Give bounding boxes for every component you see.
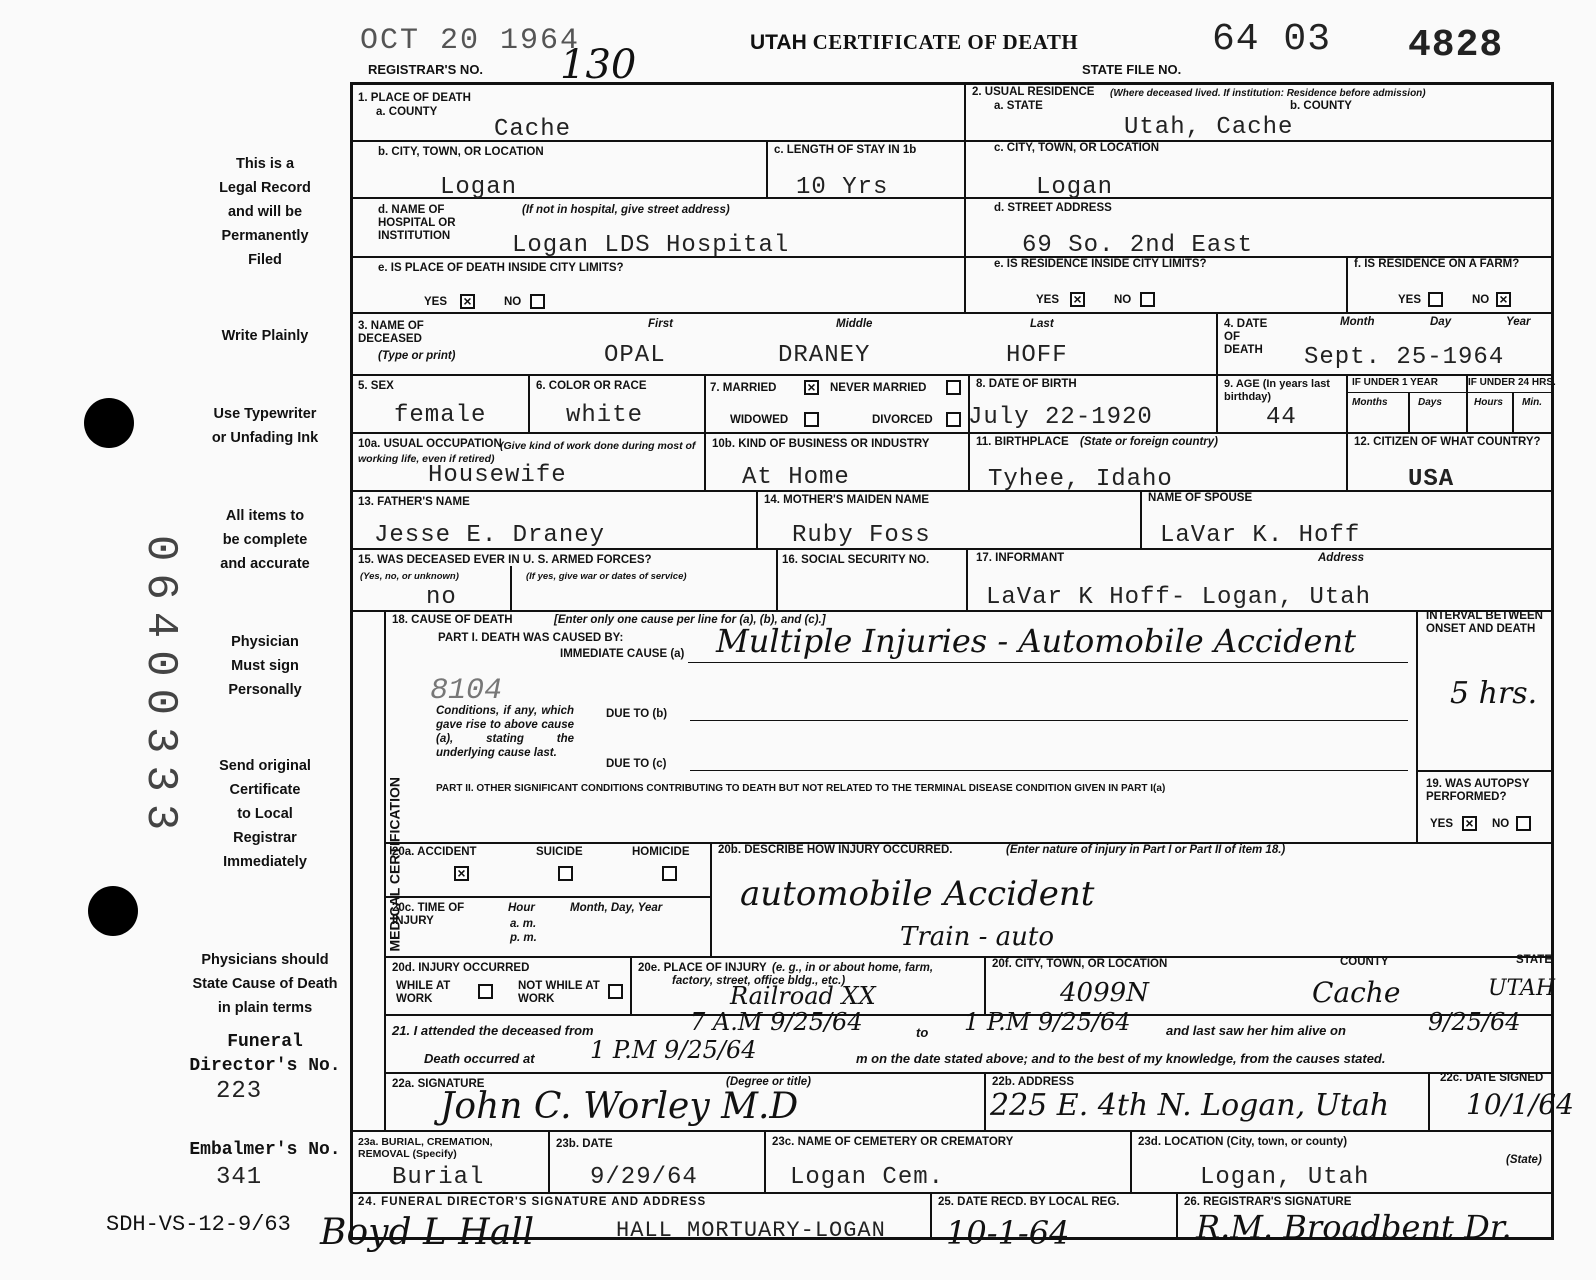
informant-value: LaVar K Hoff- Logan, Utah [986, 584, 1372, 611]
residence-state-label: a. STATE [994, 100, 1043, 112]
date-received-value: 10-1-64 [946, 1214, 1070, 1252]
immediate-cause-label: IMMEDIATE CAUSE (a) [560, 648, 685, 660]
accident-label: 20a. ACCIDENT [392, 846, 477, 858]
physicians-state-note: Physicians should State Cause of Death in plain terms [192, 952, 338, 1016]
farm-label: f. IS RESIDENCE ON A FARM? [1354, 258, 1520, 270]
death-occurred-tail: m on the date stated above; and to the best of my knowledge, from the causes stated. [856, 1051, 1386, 1066]
write-plainly-note: Write Plainly [221, 328, 309, 344]
suicide-label: SUICIDE [536, 846, 583, 858]
date-signed-value: 10/1/64 [1466, 1088, 1574, 1121]
length-of-stay-label: c. LENGTH OF STAY IN 1b [774, 144, 917, 156]
widowed-label: WIDOWED [730, 414, 789, 426]
punch-hole-bottom [88, 886, 138, 936]
while-at-work-checkbox[interactable] [478, 984, 493, 999]
not-while-at-work-checkbox[interactable] [608, 984, 623, 999]
cause-of-death-label: 18. CAUSE OF DEATH [392, 614, 513, 626]
funeral-director-address: HALL MORTUARY-LOGAN [616, 1218, 886, 1243]
city-value: Logan [440, 174, 518, 201]
hospital-value: Logan LDS Hospital [512, 232, 790, 259]
burial-date-value: 9/29/64 [590, 1164, 698, 1191]
date-received-label: 25. DATE RECD. BY LOCAL REG. [938, 1196, 1120, 1208]
hour-label: Hour [508, 902, 535, 914]
interval-value: 5 hrs. [1450, 676, 1538, 711]
mother-maiden-name-label: 14. MOTHER'S MAIDEN NAME [764, 494, 930, 506]
describe-injury-line-1: automobile Accident [740, 874, 1095, 914]
race-label: 6. COLOR OR RACE [536, 380, 647, 392]
occupation-label: 10a. USUAL OCCUPATION [358, 438, 502, 450]
describe-injury-line-2: Train - auto [900, 922, 1054, 952]
day-label: Day [1430, 316, 1452, 328]
punch-hole-top [84, 398, 134, 448]
state-file-label: STATE FILE NO. [1082, 62, 1182, 77]
race-value: white [566, 402, 644, 429]
informant-label: 17. INFORMANT [976, 552, 1065, 564]
armed-forces-value: no [426, 584, 457, 611]
sex-label: 5. SEX [358, 380, 394, 392]
date-of-birth-value: July 22-1920 [968, 404, 1153, 431]
father-name-label: 13. FATHER'S NAME [358, 496, 470, 508]
pm-label: p. m. [510, 932, 537, 944]
attended-to-value: 1 P.M 9/25/64 [964, 1008, 1131, 1036]
not-while-at-work-label: NOT WHILE AT WORK [518, 980, 600, 1005]
injury-county-label: COUNTY [1340, 956, 1389, 968]
spouse-name-value: LaVar K. Hoff [1160, 522, 1361, 549]
state-file-no-b: 4828 [1408, 24, 1504, 67]
minutes-label: Min. [1522, 397, 1542, 408]
last-label: Last [1030, 318, 1054, 330]
hospital-note: (If not in hospital, give street address) [522, 204, 730, 216]
farm-no-checkbox[interactable]: × [1496, 292, 1511, 307]
part-one-label: PART I. DEATH WAS CAUSED BY: [438, 632, 624, 644]
last-saw-label: and last saw her him alive on [1166, 1023, 1346, 1038]
residence-inside-yes-label: YES [1036, 294, 1060, 306]
occupation-note: (Give kind of work done during most of working life, even if retired) [358, 440, 696, 465]
county-label: a. COUNTY [376, 106, 438, 118]
citizen-value: USA [1408, 466, 1455, 493]
divorced-label: DIVORCED [872, 414, 933, 426]
physician-signature: John C. Worley M.D [440, 1086, 799, 1127]
autopsy-yes-label: YES [1430, 818, 1454, 830]
residence-note: (Where deceased lived. If institution: Residence before admission) [1110, 88, 1426, 99]
signature-label: 22a. SIGNATURE [392, 1078, 485, 1090]
date-signed-label: 22c. DATE SIGNED [1440, 1072, 1544, 1084]
accident-checkbox[interactable]: × [454, 866, 469, 881]
spouse-name-label: NAME OF SPOUSE [1148, 492, 1253, 504]
social-security-label: 16. SOCIAL SECURITY NO. [782, 554, 930, 566]
registrar-no: 130 [560, 42, 637, 88]
send-original-note: Send original Certificate to Local Registrar Immediately [219, 758, 311, 870]
birthplace-label: 11. BIRTHPLACE [976, 436, 1069, 448]
middle-name-value: DRANEY [778, 342, 871, 369]
month-day-year-label: Month, Day, Year [570, 902, 663, 914]
registrar-no-label: REGISTRAR'S NO. [368, 62, 484, 77]
months-label: Months [1352, 397, 1388, 408]
residence-city-value: Logan [1036, 174, 1114, 201]
homicide-checkbox[interactable] [662, 866, 677, 881]
under-1-year-label: IF UNDER 1 YEAR [1352, 377, 1438, 388]
never-married-label: NEVER MARRIED [830, 382, 927, 394]
residence-city-label: c. CITY, TOWN, OR LOCATION [994, 142, 1160, 154]
armed-forces-label: 15. WAS DECEASED EVER IN U. S. ARMED FORCES? [358, 554, 652, 566]
street-address-label: d. STREET ADDRESS [994, 202, 1112, 214]
to-label: to [916, 1025, 929, 1040]
legal-record-note: This is a Legal Record and will be Permanently Filed [219, 156, 311, 268]
place-of-injury-note: (e. g., in or about home, farm, factory, street, office bldg., etc.) [672, 962, 934, 987]
funeral-director-no: 223 [216, 1078, 263, 1105]
suicide-checkbox[interactable] [558, 866, 573, 881]
name-of-deceased-label: 3. NAME OF DECEASED [358, 320, 424, 345]
informant-address-label: Address [1318, 552, 1365, 564]
autopsy-yes-checkbox[interactable]: × [1462, 816, 1477, 831]
while-at-work-label: WHILE AT WORK [396, 980, 451, 1005]
under-24-hours-label: IF UNDER 24 HRS. [1468, 377, 1556, 388]
age-value: 44 [1266, 404, 1297, 431]
length-of-stay-value: 10 Yrs [796, 174, 889, 201]
sex-value: female [394, 402, 487, 429]
title-prefix: UTAH [750, 31, 807, 54]
type-or-print-label: (Type or print) [378, 350, 456, 362]
physician-address-value: 225 E. 4th N. Logan, Utah [990, 1088, 1390, 1123]
age-label: 9. AGE (In years last birthday) [1224, 378, 1330, 403]
birthplace-value: Tyhee, Idaho [988, 466, 1173, 493]
describe-injury-label: 20b. DESCRIBE HOW INJURY OCCURRED. [718, 844, 953, 856]
burial-value: Burial [392, 1164, 485, 1191]
funeral-director-signature-label: 24. FUNERAL DIRECTOR'S SIGNATURE AND ADDRESS [358, 1196, 707, 1208]
inside-city-yes-label: YES [424, 296, 448, 308]
cause-code: 8104 [430, 674, 503, 708]
injury-state-value: UTAH [1488, 976, 1556, 1001]
occupation-value: Housewife [428, 462, 567, 489]
death-occurred-label: Death occurred at [424, 1051, 535, 1066]
inside-city-limits-label: e. IS PLACE OF DEATH INSIDE CITY LIMITS? [378, 262, 624, 274]
state-file-no-a: 64 03 [1212, 18, 1332, 61]
immediate-cause-value: Multiple Injuries - Automobile Accident [716, 622, 1356, 660]
burial-label: 23a. BURIAL, CREMATION, REMOVAL (Specify) [358, 1136, 493, 1160]
first-name-value: OPAL [604, 342, 666, 369]
days-label: Days [1418, 397, 1442, 408]
date-of-death-value: Sept. 25-1964 [1304, 344, 1505, 371]
divorced-checkbox[interactable] [946, 412, 961, 427]
armed-forces-note: (Yes, no, or unknown) [360, 571, 459, 582]
registrar-signature: R.M. Broadbent Dr. [1196, 1208, 1512, 1246]
place-county-value: Cache [494, 116, 572, 143]
last-saw-value: 9/25/64 [1428, 1008, 1521, 1036]
father-name-value: Jesse E. Draney [374, 522, 606, 549]
conditions-note: Conditions, if any, which gave rise to above cause (a), stating the underlying cause last. [436, 705, 574, 759]
hours-label: Hours [1474, 397, 1503, 408]
year-label: Year [1506, 316, 1531, 328]
form-code: SDH-VS-12-9/63 [106, 1212, 291, 1237]
residence-state-county-value: Utah, Cache [1124, 114, 1294, 141]
homicide-label: HOMICIDE [632, 846, 690, 858]
funeral-director-signature: Boyd L Hall [320, 1212, 535, 1253]
date-of-birth-label: 8. DATE OF BIRTH [976, 378, 1077, 390]
residence-county-label: b. COUNTY [1290, 100, 1352, 112]
physician-note: Physician Must sign Personally [228, 634, 302, 698]
typewriter-note: Use Typewriter or Unfading Ink [211, 406, 319, 446]
widowed-checkbox[interactable] [804, 412, 819, 427]
business-label: 10b. KIND OF BUSINESS OR INDUSTRY [712, 438, 930, 450]
residence-inside-city-label: e. IS RESIDENCE INSIDE CITY LIMITS? [994, 258, 1207, 270]
injury-county-value: Cache [1312, 976, 1401, 1009]
vertical-archive-number: 06400333 [135, 535, 185, 843]
injury-occurred-label: 20d. INJURY OCCURRED [392, 962, 530, 974]
place-of-death-label: 1. PLACE OF DEATH [358, 92, 471, 104]
farm-yes-checkbox[interactable] [1428, 292, 1443, 307]
part-two-label: PART II. OTHER SIGNIFICANT CONDITIONS CONTRIBUTING TO DEATH BUT NOT RELATED TO THE TERMINAL DISEASE CONDITION GIVEN IN PART I(a) [436, 783, 1166, 794]
due-to-c-label: DUE TO (c) [606, 758, 667, 770]
attended-label: 21. I attended the deceased from [392, 1023, 594, 1038]
autopsy-label: 19. WAS AUTOPSY PERFORMED? [1426, 778, 1530, 803]
hospital-label: d. NAME OF HOSPITAL OR INSTITUTION [378, 204, 456, 242]
inside-city-no-label: NO [504, 296, 522, 308]
burial-location-value: Logan, Utah [1200, 1164, 1370, 1191]
physician-address-label: 22b. ADDRESS [992, 1076, 1075, 1088]
residence-inside-yes-checkbox[interactable]: × [1070, 292, 1085, 307]
due-to-b-label: DUE TO (b) [606, 708, 668, 720]
street-address-value: 69 So. 2nd East [1022, 232, 1254, 259]
never-married-checkbox[interactable] [946, 380, 961, 395]
burial-state-label: (State) [1506, 1154, 1542, 1166]
married-label: 7. MARRIED [710, 382, 777, 394]
autopsy-no-checkbox[interactable] [1516, 816, 1531, 831]
registrar-signature-label: 26. REGISTRAR'S SIGNATURE [1184, 1196, 1352, 1208]
farm-no-label: NO [1472, 294, 1490, 306]
residence-inside-no-checkbox[interactable] [1140, 292, 1155, 307]
last-name-value: HOFF [1006, 342, 1068, 369]
citizen-label: 12. CITIZEN OF WHAT COUNTRY? [1354, 436, 1541, 448]
date-of-death-label: 4. DATE OF DEATH [1224, 318, 1268, 356]
cemetery-label: 23c. NAME OF CEMETERY OR CREMATORY [772, 1136, 1014, 1148]
medical-certification-label: MEDICAL CERTIFICATION [386, 777, 403, 952]
degree-label: (Degree or title) [726, 1076, 811, 1088]
time-of-injury-label: 20c. TIME OF INJURY [392, 902, 465, 927]
complete-note: All items to be complete and accurate [220, 508, 310, 572]
middle-label: Middle [836, 318, 873, 330]
death-occurred-value: 1 P.M 9/25/64 [590, 1036, 757, 1064]
attended-from-value: 7 A.M 9/25/64 [690, 1008, 863, 1036]
autopsy-no-label: NO [1492, 818, 1510, 830]
embalmer-no: 341 [216, 1164, 263, 1191]
title-main: CERTIFICATE OF DEATH [812, 30, 1079, 54]
injury-state-label: STATE [1516, 954, 1552, 966]
funeral-director-no-label: Funeral Director's No. [189, 1032, 341, 1076]
place-of-injury-value: Railroad XX [730, 982, 876, 1010]
business-value: At Home [742, 464, 850, 491]
inside-city-yes-checkbox[interactable]: × [460, 294, 475, 309]
first-label: First [648, 318, 673, 330]
mother-maiden-name-value: Ruby Foss [792, 522, 931, 549]
injury-city-label: 20f. CITY, TOWN, OR LOCATION [992, 958, 1168, 970]
month-label: Month [1340, 316, 1375, 328]
embalmer-no-label: Embalmer's No. [189, 1140, 341, 1160]
interval-label: INTERVAL BETWEEN ONSET AND DEATH [1426, 610, 1543, 635]
injury-city-value: 4099N [1060, 978, 1149, 1008]
city-label: b. CITY, TOWN, OR LOCATION [378, 146, 544, 158]
birthplace-note: (State or foreign country) [1080, 436, 1219, 448]
armed-forces-note-2: (If yes, give war or dates of service) [526, 571, 687, 582]
burial-location-label: 23d. LOCATION (City, town, or county) [1138, 1136, 1348, 1148]
married-checkbox[interactable]: × [804, 380, 819, 395]
farm-yes-label: YES [1398, 294, 1422, 306]
am-label: a. m. [510, 918, 537, 930]
cause-of-death-note: [Enter only one cause per line for (a), (b), and (c).] [554, 614, 826, 626]
describe-injury-note: (Enter nature of injury in Part I or Part II of item 18.) [1006, 844, 1286, 856]
certificate-title [750, 30, 1078, 55]
cemetery-value: Logan Cem. [790, 1164, 945, 1191]
place-of-injury-label: 20e. PLACE OF INJURY [638, 962, 767, 974]
residence-inside-no-label: NO [1114, 294, 1132, 306]
inside-city-no-checkbox[interactable] [530, 294, 545, 309]
received-date-stamp: OCT 20 1964 [360, 24, 581, 58]
burial-date-label: 23b. DATE [556, 1138, 613, 1150]
usual-residence-label: 2. USUAL RESIDENCE [972, 86, 1095, 98]
